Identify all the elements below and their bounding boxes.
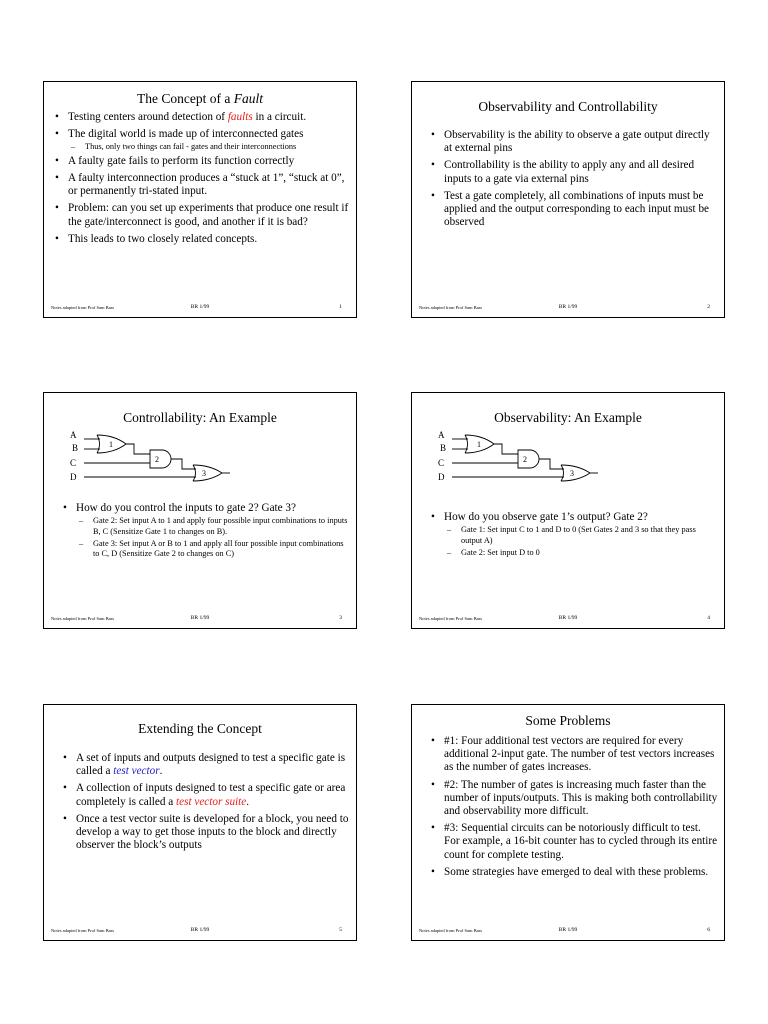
highlight-term: test vector (113, 765, 160, 778)
footer-date: BR 1/99 (190, 927, 210, 933)
input-label-d: D (438, 472, 445, 482)
bullet-list (431, 735, 719, 883)
bullet-text: The digital world is made up of interconnected gates (68, 128, 304, 141)
bullet-text: How do you control the inputs to gate 2? Gate 3? (76, 502, 296, 514)
bullet-item (63, 502, 351, 560)
bullet-item: • #2: The number of gates is increasing much faster than the number of inputs/outputs. This is making both controllability and observability more difficult. (431, 779, 719, 819)
page-number: 3 (339, 615, 342, 621)
bullet-item (55, 111, 351, 124)
page-number: 2 (707, 304, 710, 310)
slide-2 (411, 81, 725, 318)
gate-label-1: 1 (477, 440, 481, 449)
input-label-b: B (440, 443, 447, 453)
slide-title: Observability: An Example (494, 410, 642, 425)
bullet-item (55, 128, 351, 153)
bullet-text: A collection of inputs designed to test a specific gate or area completely is called a (76, 782, 346, 808)
slide-5 (43, 704, 357, 941)
footer-date: BR 1/99 (190, 304, 210, 310)
slide-6 (411, 704, 725, 941)
bullet-item: • Some strategies have emerged to deal with these problems. (431, 866, 719, 879)
sub-list (68, 142, 351, 152)
slide-title-text: The Concept of a (137, 91, 234, 106)
footer-credit: Notes adapted from Prof Sam Bass (419, 928, 483, 933)
sub-list (76, 516, 351, 560)
input-label-c: C (438, 458, 445, 468)
footer-credit: Notes adapted from Prof Sam Bass (51, 928, 115, 933)
slide-1 (43, 81, 357, 318)
bullet-text: . (246, 795, 250, 808)
footer-credit: Notes adapted from Prof Sam Bass (419, 616, 483, 621)
bullet-item: • Test a gate completely, all combinations of inputs must be applied and the output corresponding to each input must be observed (431, 190, 719, 230)
bullet-list (63, 752, 351, 856)
slide-title: Extending the Concept (138, 721, 262, 736)
bullet-item: • #3: Sequential circuits can be notoriously difficult to test. For example, a 16-bit counter has to cycled through its entire count for complete testing. (431, 822, 719, 862)
input-label-b: B (72, 443, 79, 453)
footer-date: BR 1/99 (190, 615, 210, 621)
highlight-term: faults (227, 111, 253, 123)
bullet-text: A set of inputs and outputs designed to test a specific gate is called a (76, 752, 346, 778)
gate-label-3: 3 (202, 469, 206, 478)
gate-label-3: 3 (570, 469, 574, 478)
slide-title: Controllability: An Example (123, 410, 277, 425)
bullet-item: • #1: Four additional test vectors are required for every additional 2-input gate. The number of test vectors increases as the number of gates increases. (431, 735, 719, 775)
input-label-a: A (70, 430, 77, 440)
input-label-a: A (438, 430, 445, 440)
bullet-item (63, 782, 351, 808)
bullet-item: • Observability is the ability to observe a gate output directly at external pins (431, 129, 719, 155)
footer-date: BR 1/99 (558, 927, 578, 933)
slide-3 (43, 392, 357, 629)
bullet-item: • A faulty interconnection produces a “stuck at 1”, “stuck at 0”, or permanently tri-stated input. (55, 172, 351, 198)
footer-credit: Notes adapted from Prof Sam Bass (419, 305, 483, 310)
logic-circuit-diagram (62, 429, 237, 487)
bullet-text: Testing centers around detection of (68, 111, 228, 123)
sub-item: – Gate 3: Set input A or B to 1 and apply all four possible input combinations to C, D (Sensitize Gate 2 to changes on C) (79, 539, 351, 560)
slide-title (44, 91, 356, 107)
bullet-text: How do you observe gate 1’s output? Gate 2? (444, 511, 648, 523)
bullet-item: • Problem: can you set up experiments that produce one result if the gate/interconnect is good, and another if it is bad? (55, 202, 351, 228)
gate-label-2: 2 (155, 455, 159, 464)
footer-date: BR 1/99 (558, 615, 578, 621)
bullet-item: • Once a test vector suite is developed for a block, you need to develop a way to get those inputs to the block and directly observer the block’s outputs (63, 813, 351, 853)
bullet-list (55, 111, 351, 250)
input-label-c: C (70, 458, 77, 468)
gate-label-1: 1 (109, 440, 113, 449)
input-label-d: D (70, 472, 77, 482)
bullet-list (431, 511, 719, 560)
footer-date: BR 1/99 (558, 304, 578, 310)
bullet-text: in a circuit. (252, 111, 307, 123)
page-number: 5 (339, 927, 342, 933)
gate-label-2: 2 (523, 455, 527, 464)
bullet-item (431, 511, 719, 558)
highlight-term: test vector suite (176, 795, 247, 808)
slide-title: Some Problems (525, 713, 611, 728)
bullet-item: • Controllability is the ability to apply any and all desired inputs to a gate via external pins (431, 159, 719, 185)
sub-list (444, 525, 719, 558)
sub-item: – Gate 2: Set input D to 0 (447, 548, 719, 558)
slide-title: Observability and Controllability (478, 99, 658, 114)
page-number: 1 (339, 304, 342, 310)
slide-4 (411, 392, 725, 629)
bullet-item (63, 752, 351, 778)
bullet-item: • A faulty gate fails to perform its function correctly (55, 155, 351, 168)
page-number: 4 (707, 615, 710, 621)
bullet-list (63, 502, 351, 562)
bullet-item: • This leads to two closely related concepts. (55, 233, 351, 246)
footer-credit: Notes adapted from Prof Sam Bass (51, 305, 115, 310)
sub-item: – Thus, only two things can fail - gates and their interconnections (71, 142, 351, 152)
bullet-list (431, 129, 719, 233)
slide-title-emphasis: Fault (233, 91, 263, 106)
sub-item: – Gate 1: Set input C to 1 and D to 0 (Set Gates 2 and 3 so that they pass output A) (447, 525, 719, 546)
bullet-text: . (159, 765, 163, 778)
page-number: 6 (707, 927, 710, 933)
sub-item: – Gate 2: Set input A to 1 and apply four possible input combinations to inputs B, C (Sensitize Gate 1 to changes on B). (79, 516, 351, 537)
footer-credit: Notes adapted from Prof Sam Bass (51, 616, 115, 621)
logic-circuit-diagram (430, 429, 605, 487)
